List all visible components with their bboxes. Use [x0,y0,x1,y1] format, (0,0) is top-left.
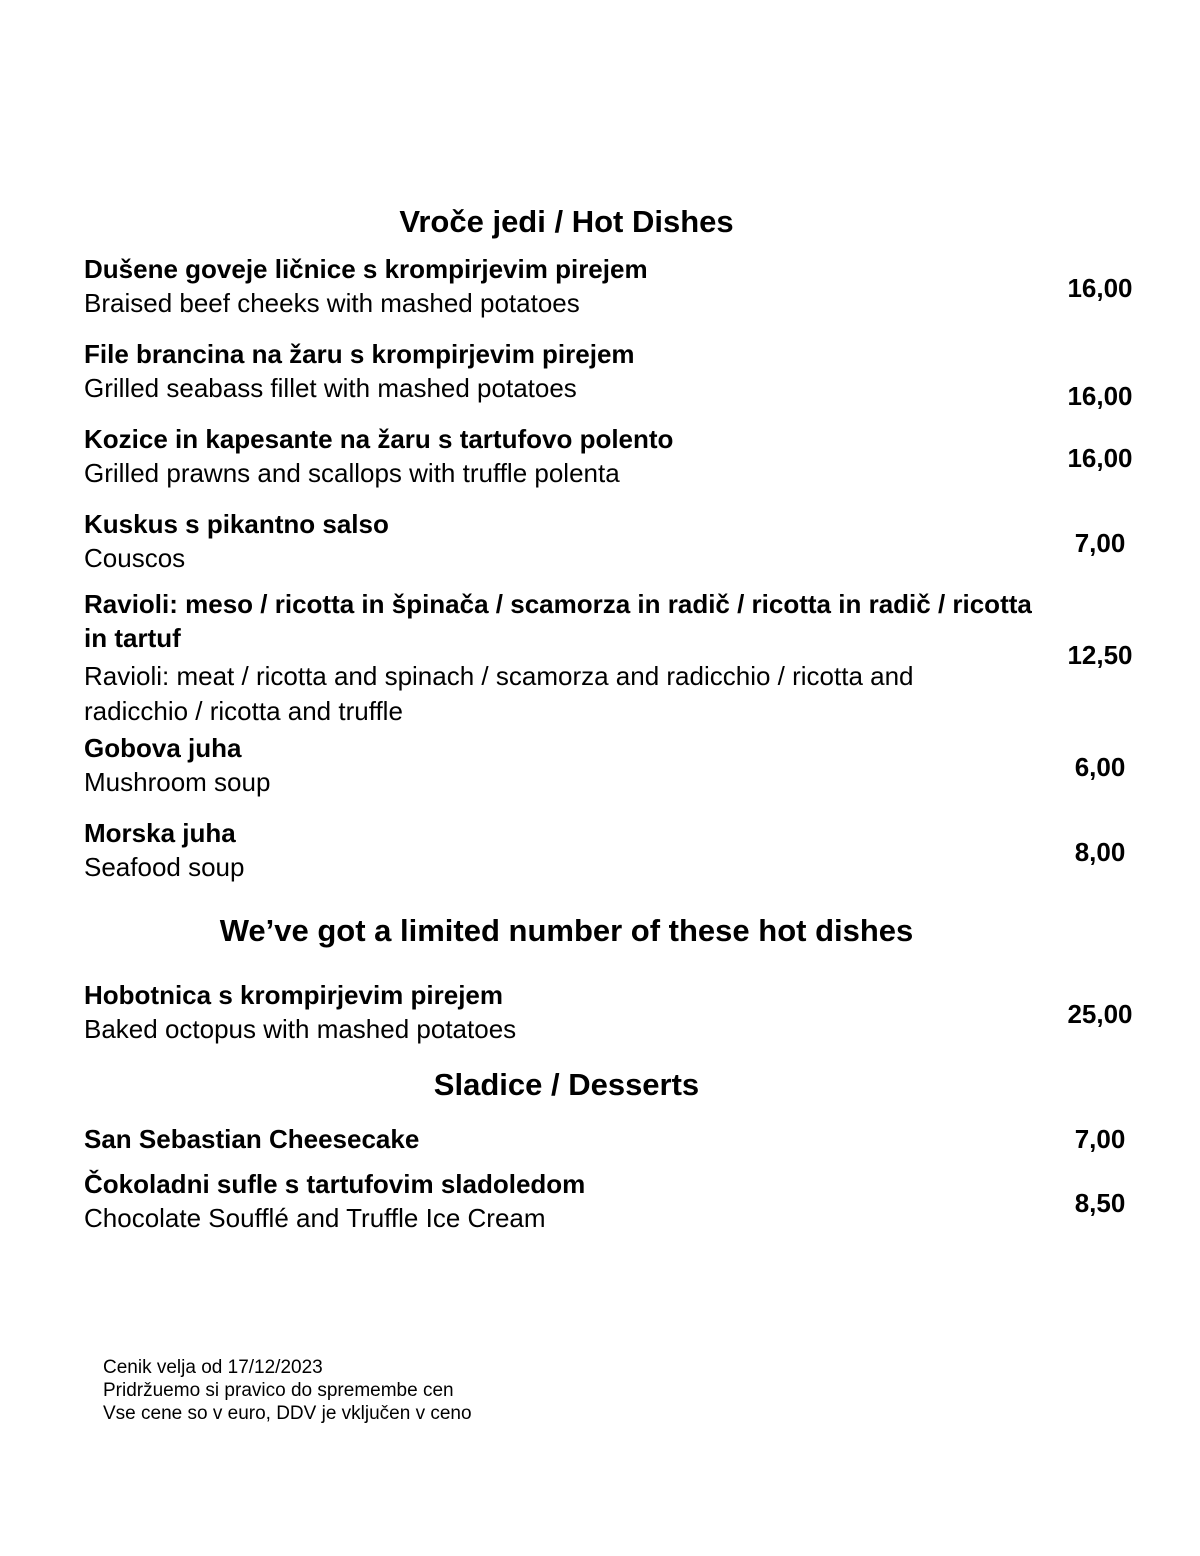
menu-item [84,337,1074,406]
menu-item [84,978,1074,1047]
item-price: 8,50 [1074,1188,1126,1218]
item-price: 25,00 [1067,999,1133,1029]
item-name: Dušene goveje ličnice s krompirjevim pirejem [84,254,648,284]
item-price: 16,00 [1067,381,1133,411]
item-price: 12,50 [1067,640,1133,670]
item-description: Ravioli: meat / ricotta and spinach / scamorza and radicchio / ricotta and radicchio / ricotta and truffle [84,661,914,726]
item-price: 16,00 [1067,273,1133,303]
item-price: 16,00 [1067,443,1133,473]
item-description: Chocolate Soufflé and Truffle Ice Cream [84,1203,546,1233]
item-name: Ravioli: meso / ricotta in špinača / scamorza in radič / ricotta in radič / ricotta in tartuf [84,589,1032,653]
menu-item [84,252,1074,321]
item-price: 8,00 [1074,837,1126,867]
item-description: Seafood soup [84,852,245,882]
item-price: 6,00 [1074,752,1126,782]
item-description: Baked octopus with mashed potatoes [84,1014,517,1044]
footer-line: Pridržuemo si pravico do spremembe cen [103,1380,454,1401]
item-name: San Sebastian Cheesecake [84,1124,420,1154]
item-price: 7,00 [1074,528,1126,558]
item-name: Gobova juha [84,733,242,763]
item-description: Grilled seabass fillet with mashed potatoes [84,373,577,403]
item-price: 7,00 [1074,1124,1126,1154]
item-name: Kuskus s pikantno salso [84,509,389,539]
section-title-limited: We’ve got a limited number of these hot dishes [219,913,914,948]
item-name: Hobotnica s krompirjevim pirejem [84,980,504,1010]
footer-line: Vse cene so v euro, DDV je vključen v ceno [103,1403,472,1424]
item-name: File brancina na žaru s krompirjevim pirejem [84,339,635,369]
menu-item [84,816,1074,885]
menu-item [84,587,1059,729]
item-description: Mushroom soup [84,767,271,797]
item-description: Braised beef cheeks with mashed potatoes [84,288,580,318]
menu-item [84,422,1074,491]
section-title-desserts: Sladice / Desserts [433,1067,700,1102]
item-name: Čokoladni sufle s tartufovim sladoledom [84,1169,586,1199]
menu-item [84,1167,1074,1236]
item-name: Morska juha [84,818,236,848]
item-description: Couscos [84,543,186,573]
menu-item [84,731,1074,800]
footer-line: Cenik velja od 17/12/2023 [103,1357,323,1378]
section-title-hot-dishes: Vroče jedi / Hot Dishes [399,204,734,239]
footer-notes [103,1356,472,1425]
item-name: Kozice in kapesante na žaru s tartufovo polento [84,424,674,454]
item-description: Grilled prawns and scallops with truffle polenta [84,458,620,488]
menu-item [84,507,1074,576]
menu-item [84,1122,1074,1156]
